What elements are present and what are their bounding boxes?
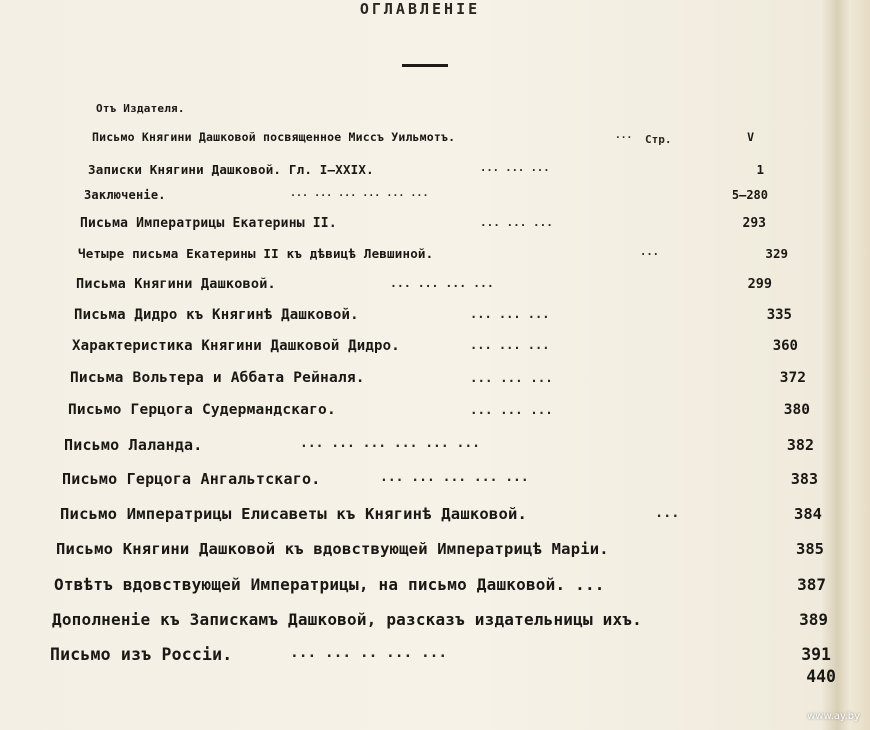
toc-entry [0,540,870,564]
toc-page-number: 384 [794,505,822,523]
toc-entry [0,402,870,426]
toc-leader-dots: ... ... ... [470,370,553,385]
toc-entry [0,216,870,240]
toc-heading: ОГЛАВЛЕНIЕ [359,0,481,18]
toc-leader-dots: ... ... ... ... ... ... [290,188,429,199]
toc-entry [0,307,870,331]
toc-entry-title: Письмо Княгини Дашковой къ вдовствующей Императрицѣ Марiи. [56,540,609,558]
toc-entry-title: Письмо Лаланда. [64,436,203,454]
toc-page-number: 360 [772,338,798,354]
toc-entry-title: Дополненiе къ Запискамъ Дашковой, разсказъ издательницы ихъ. [52,610,642,629]
toc-entry [0,102,870,126]
toc-entry-title: Письмо Герцога Судермандскаго. [68,402,336,418]
toc-entry-title: Письма Дидро къ Княгинѣ Дашковой. [74,307,359,323]
toc-entry-title: Письмо Герцога Ангальтскаго. [62,470,321,488]
toc-entry [0,130,870,154]
toc-page-number: V [747,130,754,144]
toc-page-number: 389 [799,610,828,629]
toc-leader-dots: ... ... .. ... ... [290,645,448,661]
toc-page-number: 5—280 [731,188,768,202]
toc-entry [0,610,870,634]
toc-entry [0,667,870,691]
toc-page-number: 440 [806,667,836,686]
toc-entry-title: Отъ Издателя. [96,102,185,115]
toc-page-number: 293 [742,216,766,231]
toc-page-number: 382 [786,436,814,454]
toc-entry-title: Письмо изъ Россiи. [50,645,233,664]
toc-leader-dots: ... ... ... ... [390,276,494,290]
toc-entry-title: Заключенiе. [84,188,166,202]
toc-entry-title: Отвѣтъ вдовствующей Императрицы, на письмо Дашковой. ... [54,575,605,594]
page-column-label: Стр. [645,133,672,146]
toc-entry-title: Письмо Княгини Дашковой посвященное Миссъ Уильмотъ. [92,130,456,144]
toc-entry [0,338,870,362]
toc-leader-dots: ... ... ... ... ... [380,470,529,485]
toc-leader-dots: ... ... ... [470,307,550,321]
heading-rule [402,64,448,67]
toc-entry [0,575,870,599]
toc-entry [0,370,870,394]
toc-entry [0,188,870,212]
toc-entry [0,505,870,529]
toc-leader-dots: ... [655,505,680,521]
toc-entry [0,470,870,494]
toc-leader-dots: ... [640,246,659,258]
toc-entry-title: Записки Княгини Дашковой. Гл. I—XXIX. [88,162,374,177]
toc-entry-title: Четыре письма Екатерины II къ дѣвицѣ Левшиной. [78,246,434,261]
toc-leader-dots: ... ... ... [480,162,550,174]
toc-page-number: 335 [766,307,792,323]
toc-leader-dots: ... [615,130,633,141]
toc-entry-title: Характеристика Княгини Дашковой Дидро. [72,338,400,354]
toc-leader-dots: ... ... ... ... ... ... [300,436,481,451]
toc-entry [0,436,870,460]
toc-page-number: 1 [756,162,764,177]
toc-leader-dots: ... ... ... [470,402,553,417]
toc-entry [0,645,870,669]
toc-entry [0,162,870,186]
toc-entry [0,276,870,300]
toc-page-number: 299 [747,276,772,292]
toc-entry [0,246,870,270]
toc-page-number: 329 [765,246,788,261]
toc-leader-dots: ... ... ... [470,338,550,352]
toc-entry-title: Письма Императрицы Екатерины II. [80,216,337,231]
toc-page-number: 383 [790,470,818,488]
toc-entry-title: Письмо Императрицы Елисаветы къ Княгинѣ Дашковой. [60,505,528,523]
toc-page-number: 372 [779,370,806,386]
toc-page-number: 391 [801,645,831,664]
watermark: www.ay.by [807,711,860,722]
toc-leader-dots: ... ... ... [480,216,553,229]
toc-entry-title: Письма Княгини Дашковой. [76,276,276,292]
toc-page-number: 387 [797,575,826,594]
toc-page-number: 385 [796,540,824,558]
toc-entry-title: Письма Вольтера и Аббата Рейналя. [70,370,365,386]
toc-page-number: 380 [783,402,810,418]
